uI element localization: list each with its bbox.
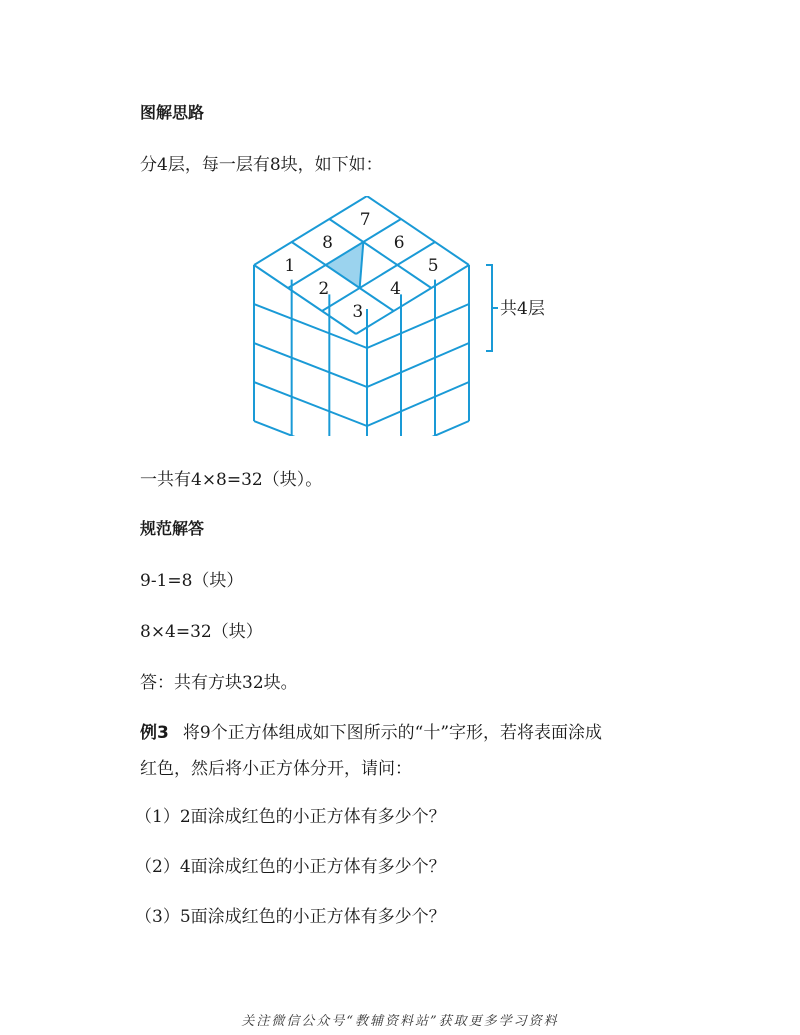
bracket-label: 共4层 (500, 299, 545, 319)
grid-line-17 (367, 304, 469, 348)
grid-line-20 (254, 382, 367, 426)
cell-label-1: 1 (284, 256, 296, 276)
example3-label: 例3 (140, 723, 169, 743)
example3-line1 (140, 718, 602, 743)
question-2: （2）4面涂成红色的小正方体有多少个？ (135, 857, 446, 877)
question-3: （3）5面涂成红色的小正方体有多少个？ (135, 907, 446, 927)
cell-label-5: 5 (427, 256, 439, 276)
answer-step-2: 8×4=32（块） (140, 622, 263, 642)
grid-line-22 (254, 421, 367, 436)
cell-label-4: 4 (390, 279, 401, 299)
page-footer: 关注微信公众号“教辅资料站”获取更多学习资料 (241, 1014, 559, 1029)
layer-bracket (486, 265, 498, 351)
cell-label-3: 3 (352, 302, 364, 322)
cube-figure (240, 196, 560, 436)
answer-step-1: 9-1=8（块） (140, 571, 244, 591)
cell-label-2: 2 (318, 279, 330, 299)
grid-line-16 (254, 304, 367, 348)
section-heading-illustration: 图解思路 (140, 103, 205, 122)
question-1: （1）2面涂成红色的小正方体有多少个？ (135, 807, 446, 827)
grid-line-23 (367, 421, 469, 436)
cell-label-6: 6 (393, 233, 405, 253)
total-line: 一共有4×8=32（块）。 (140, 470, 323, 490)
cell-label-7: 7 (359, 210, 371, 230)
grid-line-18 (254, 343, 367, 387)
section-heading-answer: 规范解答 (140, 519, 205, 538)
cell-label-8: 8 (322, 233, 333, 253)
grid-line-21 (367, 382, 469, 426)
example3-line2: 红色，然后将小正方体分开，请问： (140, 759, 412, 779)
example3-text-1: 将9个正方体组成如下图所示的“十”字形，若将表面涂成 (182, 723, 603, 743)
grid-line-19 (367, 343, 469, 387)
intro-text: 分4层，每一层有8块，如下如： (140, 155, 383, 175)
answer-final: 答：共有方块32块。 (140, 673, 298, 693)
